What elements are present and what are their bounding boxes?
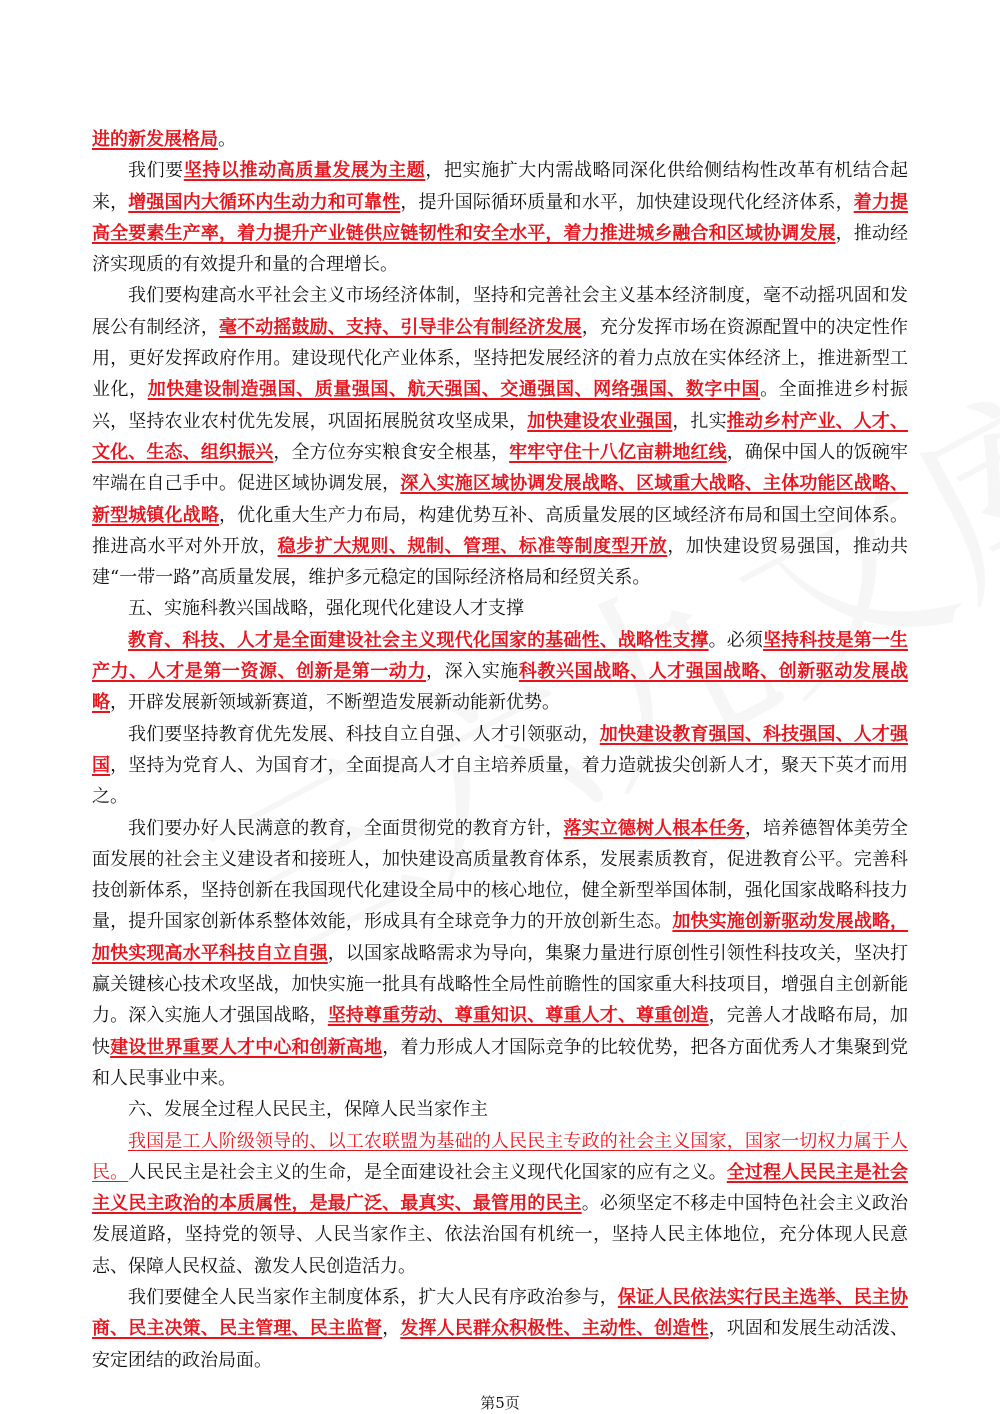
page-number: 第5页 <box>480 1394 520 1412</box>
body-text: ，推动经济实现质的有效提升和量的合理增长。 <box>92 222 909 276</box>
body-text: ，以国家战略需求为导向，集聚力量进行原创性引领性科技攻关，坚决打赢关键核心技术攻坚战，加快实施一批具有战略性全局性前瞻性的国家重大科技项目，增强自主创新能力。深入实施人才强国战略， <box>92 942 909 1027</box>
body-text: 。全面推进乡村振兴，坚持农业农村优先发展，巩固拓展脱贫攻坚成果， <box>92 379 909 432</box>
body-text: ，确保中国人的饭碗牢牢端在自己手中。促进区域协调发展， <box>92 441 909 495</box>
paragraph <box>92 124 908 155</box>
body-text: ，坚持为党育人、为国育才，全面提高人才自主培养质量，着力造就拔尖创新人才，聚天下英才而用之。 <box>92 754 908 808</box>
highlighted-text: 牢牢守住十八亿亩耕地红线 <box>509 441 727 463</box>
highlighted-text: 加快建设制造强国、质量强国、航天强国、交通强国、网络强国、数字中国 <box>147 379 761 401</box>
paragraph <box>92 155 908 280</box>
highlighted-text: 我国是工人阶级领导的、以工农联盟为基础的人民民主专政的社会主义国家，国家一切权力属于人民。 <box>92 1130 908 1183</box>
body-text: 。必须 <box>708 629 764 651</box>
highlighted-text: 着力提高全要素生产率，着力提升产业链供应链韧性和安全水平，着力推进城乡融合和区域协调发展 <box>92 191 909 244</box>
paragraph <box>92 625 908 719</box>
paragraph <box>92 1126 908 1282</box>
highlighted-text: 加快建设教育强国、科技强国、人才强国 <box>92 723 909 776</box>
body-text: ，深入实施 <box>426 661 519 683</box>
document-body <box>92 124 908 1376</box>
paragraph <box>92 1282 908 1376</box>
body-text: 人民民主是社会主义的生命，是全面建设社会主义现代化国家的应有之义。 <box>128 1161 727 1183</box>
highlighted-text: 发挥人民群众积极性、主动性、创造性 <box>400 1318 709 1340</box>
body-text: ，充分发挥市场在资源配置中的决定性作用，更好发挥政府作用。建设现代化产业体系，坚持把发展经济的着力点放在实体经济上，推进新型工业化， <box>92 316 909 401</box>
highlighted-text: 保证人民依法实行民主选举、民主协商、民主决策、民主管理、民主监督 <box>92 1286 909 1340</box>
body-text: 五、实施科教兴国战略，强化现代化建设人才支撑 <box>128 598 524 620</box>
highlighted-text: 科教兴国战略、人才强国战略、创新驱动发展战略 <box>92 661 909 714</box>
highlighted-text: 进的新发展格局 <box>92 129 218 150</box>
highlighted-text: 坚持以推动高质量发展为主题 <box>183 160 426 182</box>
highlighted-text: 坚持尊重劳动、尊重知识、尊重人才、尊重创造 <box>327 1005 709 1027</box>
body-text: 我们要办好人民满意的教育，全面贯彻党的教育方针， <box>128 817 564 839</box>
highlighted-text: 加快建设农业强国 <box>527 410 673 432</box>
body-text: ，着力形成人才国际竞争的比较优势，把各方面优秀人才集聚到党和人民事业中来。 <box>92 1036 909 1089</box>
body-text: ，全方位夯实粮食安全根基， <box>273 441 510 463</box>
highlighted-text: 坚持科技是第一生产力、人才是第一资源、创新是第一动力 <box>92 629 909 683</box>
body-text: ，巩固和发展生动活泼、安定团结的政治局面。 <box>92 1318 909 1371</box>
body-text: ，开辟发展新领域新赛道，不断塑造发展新动能新优势。 <box>110 692 560 714</box>
body-text: 六、发展全过程人民民主，保障人民当家作主 <box>128 1099 488 1121</box>
body-text: ，完善人才战略布局，加快 <box>92 1005 909 1058</box>
paragraph <box>92 719 908 813</box>
body-text: 我们要坚持教育优先发展、科技自立自强、人才引领驱动， <box>128 723 600 745</box>
paragraph <box>92 280 908 593</box>
paragraph <box>92 1094 908 1125</box>
body-text: 我们要 <box>128 160 184 182</box>
body-text: ，培养德智体美劳全面发展的社会主义建设者和接班人，加快建设高质量教育体系，发展素质教育，促进教育公平。完善科技创新体系，坚持创新在我国现代化建设全局中的核心地位，健全新型举国体制，强化国家战略科技力量，提升国家创新体系整体效能，形成具有全球竞争力的开放创新生态。 <box>92 817 909 933</box>
body-text: 。必须坚定不移走中国特色社会主义政治发展道路，坚持党的领导、人民当家作主、依法治国有机统一，坚持人民主体地位，充分体现人民意志、保障人民权益、激发人民创造活力。 <box>92 1193 909 1277</box>
highlighted-text: 深入实施区域协调发展战略、区域重大战略、主体功能区战略、新型城镇化战略 <box>92 473 909 526</box>
body-text: 我们要健全人民当家作主制度体系，扩大人民有序政治参与， <box>128 1286 618 1308</box>
paragraph <box>92 813 908 1095</box>
body-text: ，把实施扩大内需战略同深化供给侧结构性改革有机结合起来， <box>92 160 909 213</box>
body-text: 。 <box>218 129 236 150</box>
highlighted-text: 增强国内大循环内生动力和可靠性 <box>128 191 401 213</box>
highlighted-text: 稳步扩大规则、规制、管理、标准等制度型开放 <box>277 535 668 557</box>
highlighted-text: 加快实施创新驱动发展战略，加快实现高水平科技自立自强 <box>92 911 909 964</box>
body-text: ，提升国际循环质量和水平，加快建设现代化经济体系， <box>400 191 854 213</box>
paragraph <box>92 593 908 624</box>
body-text: ，扎实 <box>672 410 727 432</box>
body-text: ，加快建设贸易强国，推动共建“一带一路”高质量发展，维护多元稳定的国际经济格局和经贸关系。 <box>92 535 909 589</box>
body-text: ，优化重大生产力布局，构建优势互补、高质量发展的区域经济布局和国土空间体系。推进高水平对外开放， <box>92 504 909 557</box>
body-text: 我们要构建高水平社会主义市场经济体制，坚持和完善社会主义基本经济制度，毫不动摇巩固和发展公有制经济， <box>92 285 908 338</box>
highlighted-text: 落实立德树人根本任务 <box>563 817 745 839</box>
highlighted-text: 毫不动摇鼓励、支持、引导非公有制经济发展 <box>218 316 582 338</box>
body-text: ， <box>382 1318 401 1340</box>
highlighted-text: 推动乡村产业、人才、文化、生态、组织振兴 <box>92 410 909 463</box>
highlighted-text: 建设世界重要人才中心和创新高地 <box>110 1036 383 1058</box>
highlighted-text: 全过程人民民主是社会主义民主政治的本质属性，是最广泛、最真实、最管用的民主 <box>92 1161 909 1215</box>
highlighted-text: 教育、科技、人才是全面建设社会主义现代化国家的基础性、战略性支撑 <box>128 629 709 651</box>
